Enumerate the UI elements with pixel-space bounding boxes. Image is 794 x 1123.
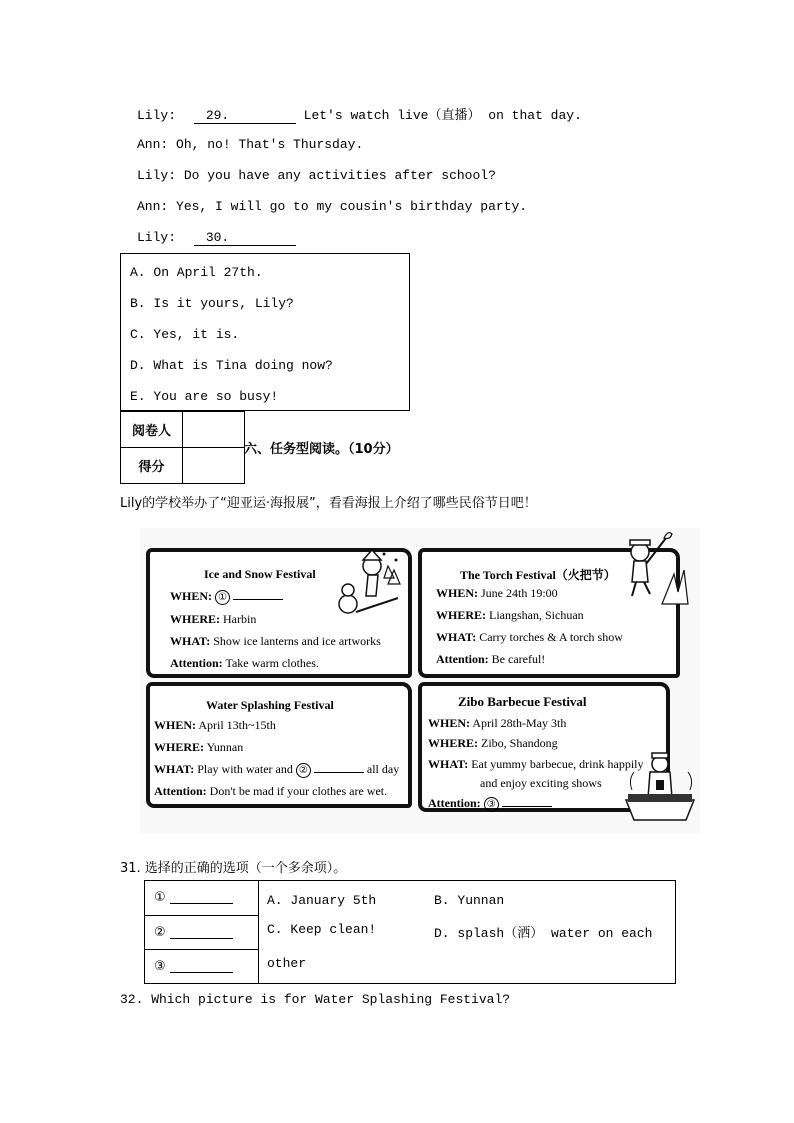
- speaker: Lily:: [137, 230, 177, 245]
- card-attention: Attention: Take warm clothes.: [170, 656, 319, 670]
- card-title: The Torch Festival（火把节）: [460, 568, 616, 582]
- card-what: WHAT: Carry torches & A torch show: [436, 630, 623, 644]
- festival-poster: [140, 528, 700, 834]
- card-attention: Attention: Be careful!: [436, 652, 546, 666]
- speaker: Ann:: [137, 199, 169, 214]
- line-text: Let's watch live（直播） on that day.: [303, 108, 582, 123]
- q31-answer-table: [144, 880, 676, 984]
- barbecue-chef-icon: [622, 750, 698, 830]
- speaker: Lily:: [137, 108, 177, 123]
- card-title: Ice and Snow Festival: [204, 567, 316, 581]
- skier-snowman-icon: [328, 546, 408, 626]
- dialogue-line-5: [137, 230, 296, 246]
- torch-bearer-icon: [618, 530, 698, 610]
- answer-blank-30[interactable]: 30.: [194, 230, 296, 246]
- card-what: WHAT: Play with water and ② all day: [154, 762, 400, 776]
- q31-choice-c: C. Keep clean!: [267, 922, 377, 937]
- blank-line: [314, 763, 364, 773]
- options-box: [120, 253, 410, 411]
- card-when: WHEN: April 28th-May 3th: [428, 716, 567, 730]
- q31-blank-2[interactable]: ②: [145, 915, 258, 949]
- q31-choice-a: A. January 5th: [267, 893, 377, 908]
- dialogue-line-3: [137, 168, 496, 183]
- card-attention: Attention: Don't be mad if your clothes are wet.: [154, 784, 388, 798]
- card-title: Zibo Barbecue Festival: [458, 694, 587, 709]
- card-when: WHEN: June 24th 19:00: [436, 586, 558, 600]
- dialogue-line-1: [137, 104, 582, 124]
- section-intro: Lily的学校举办了“迎亚运·海报展”，看看海报上介绍了哪些民俗节日吧！: [120, 496, 537, 511]
- answer-blank-29[interactable]: 29.: [194, 108, 296, 124]
- card-what: WHAT: Eat yummy barbecue, drink happily: [428, 757, 644, 771]
- card-attention: Attention: ③: [428, 796, 552, 812]
- card-title: Water Splashing Festival: [206, 698, 334, 712]
- blank-marker-3: ③: [484, 797, 499, 812]
- card-what: WHAT: Show ice lanterns and ice artworks: [170, 634, 381, 648]
- line-text: Oh, no! That's Thursday.: [176, 137, 364, 152]
- q31-blank-1[interactable]: ①: [145, 881, 258, 915]
- q31-blank-3[interactable]: ③: [145, 949, 258, 983]
- line-text: Do you have any activities after school?: [183, 168, 496, 183]
- option-d: D. What is Tina doing now?: [130, 358, 333, 373]
- blank-marker-2: ②: [296, 763, 311, 778]
- blank-line: [502, 797, 552, 807]
- card-where: WHERE: Harbin: [170, 612, 257, 626]
- line-text: Yes, I will go to my cousin's birthday party.: [176, 199, 528, 214]
- reviewer-field[interactable]: [183, 412, 245, 448]
- card-water-splashing-festival: [146, 682, 412, 808]
- reviewer-label: 阅卷人: [121, 412, 183, 448]
- score-label: 得分: [121, 448, 183, 484]
- q31-choice-b: B. Yunnan: [434, 893, 505, 908]
- card-where: WHERE: Zibo, Shandong: [428, 736, 558, 750]
- option-a: A. On April 27th.: [130, 265, 263, 280]
- card-when: WHEN: ①: [170, 589, 283, 605]
- blank-line: [233, 590, 283, 600]
- speaker: Lily:: [137, 168, 177, 183]
- grader-table: [120, 411, 245, 484]
- section-title: 六、任务型阅读。（10分）: [244, 442, 399, 457]
- q31-choice-d: D. splash（洒） water on each: [434, 926, 653, 941]
- q31-blanks-column: [145, 881, 259, 983]
- q31-choice-d-cont: other: [267, 956, 307, 971]
- dialogue-line-4: [137, 199, 527, 214]
- q31-prompt: 31. 选择的正确的选项（一个多余项）。: [120, 861, 347, 876]
- card-what-cont: and enjoy exciting shows: [480, 776, 602, 790]
- score-field[interactable]: [183, 448, 245, 484]
- card-when: WHEN: April 13th~15th: [154, 718, 276, 732]
- speaker: Ann:: [137, 137, 169, 152]
- dialogue-line-2: [137, 137, 363, 152]
- option-c: C. Yes, it is.: [130, 327, 240, 342]
- q32-prompt: 32. Which picture is for Water Splashing Festival?: [120, 992, 511, 1007]
- blank-marker-1: ①: [215, 590, 230, 605]
- option-e: E. You are so busy!: [130, 389, 279, 404]
- card-where: WHERE: Liangshan, Sichuan: [436, 608, 584, 622]
- card-where: WHERE: Yunnan: [154, 740, 244, 754]
- option-b: B. Is it yours, Lily?: [130, 296, 294, 311]
